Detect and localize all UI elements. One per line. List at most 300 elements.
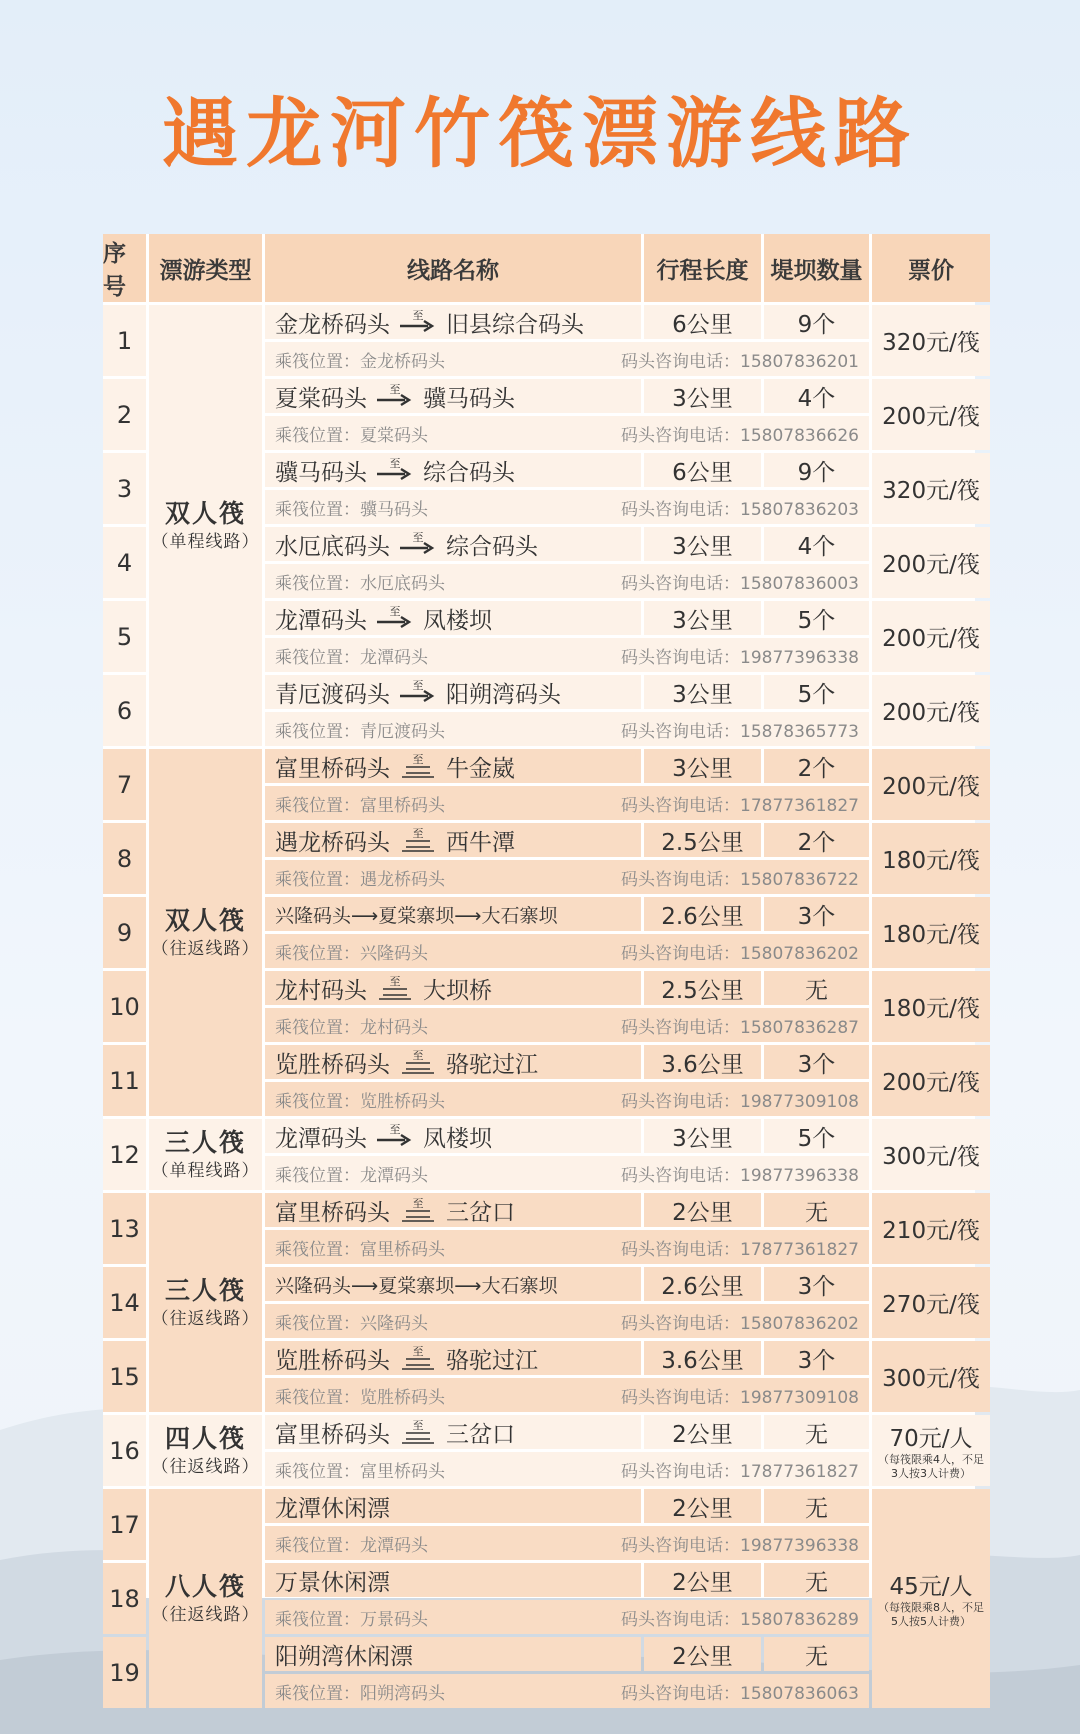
route-from: 龙村码头	[275, 977, 367, 1004]
arrow-label: 至	[389, 457, 401, 470]
route-name	[265, 749, 641, 783]
route-name	[265, 823, 641, 857]
route-from: 金龙桥码头	[275, 311, 390, 338]
phone-label: 码头咨询电话：	[621, 351, 741, 372]
route-name	[265, 1267, 641, 1301]
route-text: 万景休闲漂	[275, 1569, 390, 1596]
route-name	[265, 1415, 641, 1449]
route-dams: 2个	[764, 823, 869, 857]
arrow-label: 至	[412, 679, 424, 692]
route-name	[265, 1489, 641, 1523]
phone-number: 15807836287	[740, 1017, 859, 1038]
phone-number: 15807836203	[740, 499, 859, 520]
route-number: 4	[103, 527, 146, 598]
phone-label: 码头咨询电话：	[621, 425, 741, 446]
route-price	[872, 601, 990, 672]
round-trip-arrow-icon	[398, 1197, 438, 1223]
boarding-label: 乘筏位置：	[275, 943, 360, 964]
route-price	[872, 305, 990, 376]
route-distance: 6公里	[644, 305, 761, 339]
boarding-info	[265, 712, 869, 746]
route-from: 青厄渡码头	[275, 681, 390, 708]
boarding-info	[265, 860, 869, 894]
route-name	[265, 379, 641, 413]
route-price	[872, 675, 990, 746]
route-distance: 2公里	[644, 1563, 761, 1597]
phone-group	[621, 1605, 869, 1630]
phone-label: 码头咨询电话：	[621, 1239, 741, 1260]
route-distance: 2.6公里	[644, 1267, 761, 1301]
phone-label: 码头咨询电话：	[621, 869, 741, 890]
route-name	[265, 971, 641, 1005]
route-dams: 3个	[764, 897, 869, 931]
route-to: 骥马码头	[423, 385, 515, 412]
category-cell	[149, 1119, 262, 1190]
route-number: 6	[103, 675, 146, 746]
boarding-location: 遇龙桥码头	[360, 869, 445, 890]
price-value: 300元/筏	[882, 1366, 980, 1392]
category-subtitle: （往返线路）	[151, 938, 260, 959]
boarding-label: 乘筏位置：	[275, 721, 360, 742]
route-from: 富里桥码头	[275, 755, 390, 782]
price-value: 210元/筏	[882, 1218, 980, 1244]
route-price	[872, 1045, 990, 1116]
price-value: 70元/人	[889, 1426, 973, 1452]
boarding-location: 万景码头	[360, 1609, 428, 1630]
phone-label: 码头咨询电话：	[621, 1313, 741, 1334]
arrow-label: 至	[412, 1345, 424, 1358]
route-distance: 3公里	[644, 379, 761, 413]
category-name: 八人筏	[164, 1571, 246, 1601]
boarding-label: 乘筏位置：	[275, 1239, 360, 1260]
route-distance: 2公里	[644, 1489, 761, 1523]
route-number: 2	[103, 379, 146, 450]
route-price	[872, 897, 990, 968]
boarding-location: 龙村码头	[360, 1017, 428, 1038]
route-number: 12	[103, 1119, 146, 1190]
route-table	[103, 234, 984, 1704]
round-trip-arrow-icon	[398, 827, 438, 853]
boarding-location: 金龙桥码头	[360, 351, 445, 372]
price-value: 45元/人	[889, 1574, 973, 1600]
route-dams: 无	[764, 1637, 869, 1671]
route-dams: 3个	[764, 1341, 869, 1375]
boarding-location: 龙潭码头	[360, 1165, 428, 1186]
boarding-info	[265, 1452, 869, 1486]
route-dams: 3个	[764, 1267, 869, 1301]
route-distance: 3.6公里	[644, 1341, 761, 1375]
route-text: 兴隆码头⟶夏棠寨坝⟶大石寨坝	[275, 1274, 558, 1297]
boarding-label: 乘筏位置：	[275, 1609, 360, 1630]
phone-group	[621, 1087, 869, 1112]
route-number: 16	[103, 1415, 146, 1486]
boarding-label: 乘筏位置：	[275, 869, 360, 890]
route-price	[872, 1415, 990, 1486]
route-distance: 6公里	[644, 453, 761, 487]
route-to: 三岔口	[446, 1421, 515, 1448]
boarding-info	[265, 786, 869, 820]
phone-group	[621, 1309, 869, 1334]
arrow-label: 至	[412, 1049, 424, 1062]
category-name: 三人筏	[164, 1127, 246, 1157]
route-to: 三岔口	[446, 1199, 515, 1226]
phone-number: 17877361827	[740, 1461, 859, 1482]
route-number: 18	[103, 1563, 146, 1634]
route-to: 西牛潭	[446, 829, 515, 856]
arrow-label: 至	[412, 1419, 424, 1432]
route-from: 夏棠码头	[275, 385, 367, 412]
arrow-label: 至	[389, 975, 401, 988]
route-distance: 3公里	[644, 749, 761, 783]
phone-number: 15878365773	[740, 721, 859, 742]
route-dams: 5个	[764, 1119, 869, 1153]
phone-label: 码头咨询电话：	[621, 1535, 741, 1556]
header-index: 序号	[103, 234, 146, 302]
route-number: 7	[103, 749, 146, 820]
boarding-label: 乘筏位置：	[275, 573, 360, 594]
route-dams: 3个	[764, 1045, 869, 1079]
route-number: 8	[103, 823, 146, 894]
boarding-location: 水厄底码头	[360, 573, 445, 594]
route-text: 阳朔湾休闲漂	[275, 1643, 413, 1670]
phone-group	[621, 717, 869, 742]
route-distance: 2公里	[644, 1193, 761, 1227]
arrow-label: 至	[389, 605, 401, 618]
category-subtitle: （往返线路）	[151, 1604, 260, 1625]
boarding-location: 览胜桥码头	[360, 1387, 445, 1408]
route-name	[265, 1563, 641, 1597]
phone-group	[621, 1679, 869, 1704]
boarding-info	[265, 1156, 869, 1190]
arrow-label: 至	[389, 1123, 401, 1136]
route-number: 10	[103, 971, 146, 1042]
phone-label: 码头咨询电话：	[621, 1609, 741, 1630]
phone-label: 码头咨询电话：	[621, 573, 741, 594]
boarding-info	[265, 490, 869, 524]
boarding-location: 览胜桥码头	[360, 1091, 445, 1112]
boarding-info	[265, 934, 869, 968]
boarding-info	[265, 416, 869, 450]
one-way-arrow-icon	[398, 531, 438, 557]
header-type: 漂游类型	[149, 234, 262, 302]
route-distance: 2公里	[644, 1637, 761, 1671]
boarding-info	[265, 342, 869, 376]
phone-label: 码头咨询电话：	[621, 647, 741, 668]
phone-label: 码头咨询电话：	[621, 1461, 741, 1482]
boarding-label: 乘筏位置：	[275, 1535, 360, 1556]
route-distance: 2.5公里	[644, 971, 761, 1005]
route-name	[265, 675, 641, 709]
price-value: 200元/筏	[882, 700, 980, 726]
route-distance: 3公里	[644, 527, 761, 561]
route-price	[872, 1267, 990, 1338]
boarding-label: 乘筏位置：	[275, 1091, 360, 1112]
arrow-label: 至	[412, 753, 424, 766]
route-to: 综合码头	[423, 459, 515, 486]
phone-number: 15807836202	[740, 1313, 859, 1334]
phone-group	[621, 495, 869, 520]
phone-group	[621, 1161, 869, 1186]
route-name	[265, 453, 641, 487]
boarding-location: 富里桥码头	[360, 1239, 445, 1260]
route-number: 15	[103, 1341, 146, 1412]
phone-number: 15807836626	[740, 425, 859, 446]
route-name	[265, 1119, 641, 1153]
boarding-info	[265, 1082, 869, 1116]
route-price	[872, 453, 990, 524]
route-from: 水厄底码头	[275, 533, 390, 560]
arrow-label: 至	[389, 383, 401, 396]
phone-group	[621, 791, 869, 816]
route-from: 遇龙桥码头	[275, 829, 390, 856]
route-price	[872, 379, 990, 450]
round-trip-arrow-icon	[375, 975, 415, 1001]
route-distance: 2公里	[644, 1415, 761, 1449]
phone-number: 19877309108	[740, 1091, 859, 1112]
route-from: 龙潭码头	[275, 607, 367, 634]
phone-label: 码头咨询电话：	[621, 499, 741, 520]
page-title: 遇龙河竹筏漂游线路	[162, 89, 918, 178]
boarding-location: 骥马码头	[360, 499, 428, 520]
one-way-arrow-icon	[398, 309, 438, 335]
phone-group	[621, 569, 869, 594]
price-value: 320元/筏	[882, 330, 980, 356]
price-value: 200元/筏	[882, 404, 980, 430]
route-number: 5	[103, 601, 146, 672]
boarding-location: 兴隆码头	[360, 943, 428, 964]
route-number: 9	[103, 897, 146, 968]
route-from: 览胜桥码头	[275, 1347, 390, 1374]
phone-group	[621, 1457, 869, 1482]
route-number: 1	[103, 305, 146, 376]
phone-number: 15807836289	[740, 1609, 859, 1630]
boarding-label: 乘筏位置：	[275, 425, 360, 446]
boarding-label: 乘筏位置：	[275, 499, 360, 520]
route-to: 阳朔湾码头	[446, 681, 561, 708]
route-number: 3	[103, 453, 146, 524]
route-to: 旧县综合码头	[446, 311, 584, 338]
category-subtitle: （单程线路）	[151, 1160, 260, 1181]
group-price	[872, 1489, 990, 1708]
route-text: 兴隆码头⟶夏棠寨坝⟶大石寨坝	[275, 904, 558, 927]
route-distance: 2.5公里	[644, 823, 761, 857]
boarding-info	[265, 1526, 869, 1560]
category-subtitle: （往返线路）	[151, 1456, 260, 1477]
category-name: 四人筏	[164, 1423, 246, 1453]
route-to: 综合码头	[446, 533, 538, 560]
phone-group	[621, 865, 869, 890]
boarding-label: 乘筏位置：	[275, 647, 360, 668]
route-dams: 无	[764, 971, 869, 1005]
route-dams: 2个	[764, 749, 869, 783]
route-distance: 2.6公里	[644, 897, 761, 931]
boarding-label: 乘筏位置：	[275, 1017, 360, 1038]
phone-number: 17877361827	[740, 795, 859, 816]
route-dams: 无	[764, 1489, 869, 1523]
round-trip-arrow-icon	[398, 1345, 438, 1371]
category-cell	[149, 1415, 262, 1486]
boarding-location: 阳朔湾码头	[360, 1683, 445, 1704]
header-route: 线路名称	[265, 234, 641, 302]
route-dams: 无	[764, 1563, 869, 1597]
phone-number: 15807836201	[740, 351, 859, 372]
phone-number: 17877361827	[740, 1239, 859, 1260]
boarding-location: 兴隆码头	[360, 1313, 428, 1334]
route-name	[265, 527, 641, 561]
phone-number: 19877396338	[740, 1165, 859, 1186]
boarding-label: 乘筏位置：	[275, 1461, 360, 1482]
route-number: 17	[103, 1489, 146, 1560]
route-number: 14	[103, 1267, 146, 1338]
one-way-arrow-icon	[375, 605, 415, 631]
route-dams: 5个	[764, 675, 869, 709]
boarding-location: 夏棠码头	[360, 425, 428, 446]
round-trip-arrow-icon	[398, 753, 438, 779]
route-dams: 无	[764, 1193, 869, 1227]
route-dams: 9个	[764, 453, 869, 487]
route-price	[872, 749, 990, 820]
phone-group	[621, 1235, 869, 1260]
route-from: 龙潭码头	[275, 1125, 367, 1152]
price-note: （每筏限乘4人，不足3人按3人计费）	[878, 1453, 984, 1480]
route-number: 11	[103, 1045, 146, 1116]
route-name	[265, 601, 641, 635]
boarding-label: 乘筏位置：	[275, 1387, 360, 1408]
phone-label: 码头咨询电话：	[621, 1165, 741, 1186]
category-name: 双人筏	[164, 905, 246, 935]
boarding-info	[265, 1378, 869, 1412]
boarding-location: 富里桥码头	[360, 795, 445, 816]
phone-group	[621, 1531, 869, 1556]
round-trip-arrow-icon	[398, 1419, 438, 1445]
boarding-location: 青厄渡码头	[360, 721, 445, 742]
category-cell	[149, 305, 262, 746]
category-cell	[149, 1489, 262, 1708]
phone-group	[621, 421, 869, 446]
route-number: 13	[103, 1193, 146, 1264]
boarding-label: 乘筏位置：	[275, 1313, 360, 1334]
boarding-info	[265, 1008, 869, 1042]
price-value: 200元/筏	[882, 1070, 980, 1096]
one-way-arrow-icon	[375, 383, 415, 409]
route-dams: 9个	[764, 305, 869, 339]
route-distance: 3公里	[644, 1119, 761, 1153]
route-from: 富里桥码头	[275, 1199, 390, 1226]
route-distance: 3公里	[644, 601, 761, 635]
phone-label: 码头咨询电话：	[621, 943, 741, 964]
route-price	[872, 1193, 990, 1264]
boarding-info	[265, 1304, 869, 1338]
one-way-arrow-icon	[398, 679, 438, 705]
phone-label: 码头咨询电话：	[621, 1017, 741, 1038]
price-value: 180元/筏	[882, 848, 980, 874]
route-name	[265, 1637, 641, 1671]
route-number: 19	[103, 1637, 146, 1708]
boarding-label: 乘筏位置：	[275, 351, 360, 372]
route-to: 牛金崴	[446, 755, 515, 782]
phone-number: 19877396338	[740, 1535, 859, 1556]
header-dams: 堤坝数量	[764, 234, 869, 302]
price-note: （每筏限乘8人，不足5人按5人计费）	[878, 1601, 984, 1628]
boarding-label: 乘筏位置：	[275, 795, 360, 816]
boarding-info	[265, 1230, 869, 1264]
route-name	[265, 1341, 641, 1375]
route-name	[265, 1193, 641, 1227]
arrow-label: 至	[412, 531, 424, 544]
price-value: 200元/筏	[882, 552, 980, 578]
route-text: 龙潭休闲漂	[275, 1495, 390, 1522]
route-to: 骆驼过江	[446, 1051, 538, 1078]
route-distance: 3.6公里	[644, 1045, 761, 1079]
boarding-info	[265, 564, 869, 598]
route-dams: 4个	[764, 527, 869, 561]
category-subtitle: （单程线路）	[151, 531, 260, 552]
route-from: 览胜桥码头	[275, 1051, 390, 1078]
phone-number: 15807836722	[740, 869, 859, 890]
category-cell	[149, 749, 262, 1116]
route-to: 凤楼坝	[423, 607, 492, 634]
round-trip-arrow-icon	[398, 1049, 438, 1075]
category-cell	[149, 1193, 262, 1412]
route-to: 凤楼坝	[423, 1125, 492, 1152]
phone-group	[621, 1383, 869, 1408]
phone-number: 15807836202	[740, 943, 859, 964]
boarding-info	[265, 1600, 869, 1634]
route-price	[872, 971, 990, 1042]
boarding-info	[265, 1674, 869, 1708]
phone-number: 19877309108	[740, 1387, 859, 1408]
route-price	[872, 823, 990, 894]
boarding-location: 龙潭码头	[360, 1535, 428, 1556]
price-value: 270元/筏	[882, 1292, 980, 1318]
route-dams: 4个	[764, 379, 869, 413]
phone-label: 码头咨询电话：	[621, 1683, 741, 1704]
category-name: 双人筏	[164, 498, 246, 528]
price-value: 320元/筏	[882, 478, 980, 504]
boarding-location: 龙潭码头	[360, 647, 428, 668]
price-value: 200元/筏	[882, 626, 980, 652]
phone-group	[621, 347, 869, 372]
phone-label: 码头咨询电话：	[621, 721, 741, 742]
route-from: 骥马码头	[275, 459, 367, 486]
route-dams: 5个	[764, 601, 869, 635]
phone-number: 15807836063	[740, 1683, 859, 1704]
price-value: 200元/筏	[882, 774, 980, 800]
route-from: 富里桥码头	[275, 1421, 390, 1448]
route-name	[265, 897, 641, 931]
phone-group	[621, 1013, 869, 1038]
route-name	[265, 305, 641, 339]
phone-group	[621, 939, 869, 964]
phone-label: 码头咨询电话：	[621, 1091, 741, 1112]
arrow-label: 至	[412, 827, 424, 840]
route-to: 骆驼过江	[446, 1347, 538, 1374]
boarding-info	[265, 638, 869, 672]
route-price	[872, 1119, 990, 1190]
phone-label: 码头咨询电话：	[621, 1387, 741, 1408]
phone-label: 码头咨询电话：	[621, 795, 741, 816]
header-price: 票价	[872, 234, 990, 302]
route-distance: 3公里	[644, 675, 761, 709]
one-way-arrow-icon	[375, 1123, 415, 1149]
boarding-label: 乘筏位置：	[275, 1165, 360, 1186]
category-subtitle: （往返线路）	[151, 1308, 260, 1329]
route-price	[872, 527, 990, 598]
phone-number: 15807836003	[740, 573, 859, 594]
one-way-arrow-icon	[375, 457, 415, 483]
price-value: 300元/筏	[882, 1144, 980, 1170]
price-value: 180元/筏	[882, 922, 980, 948]
